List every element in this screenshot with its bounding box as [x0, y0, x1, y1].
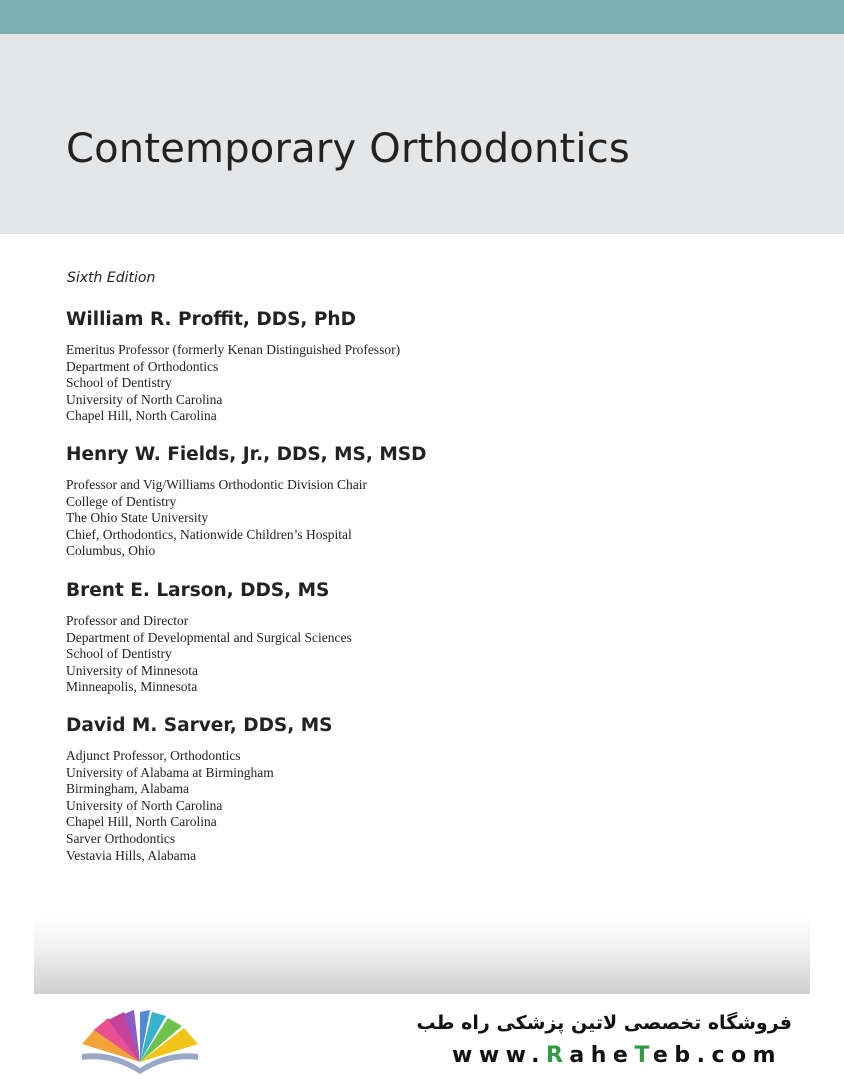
author-affiliation	[66, 342, 400, 425]
store-name: فروشگاه تخصصی لاتین پزشکی راه طب	[416, 1012, 792, 1034]
affiliation-line: Vestavia Hills, Alabama	[66, 847, 197, 863]
store-url-link[interactable]	[452, 1043, 782, 1068]
affiliation-line: Sarver Orthodontics	[66, 830, 176, 846]
url-part-accent: T	[634, 1043, 653, 1068]
affiliation-line: University of North Carolina	[66, 391, 223, 407]
book-title: Contemporary Orthodontics	[66, 126, 630, 172]
author-affiliation	[66, 477, 426, 560]
affiliation-line: Minneapolis, Minnesota	[66, 679, 198, 695]
url-part: eb.com	[652, 1043, 783, 1068]
author-name: Henry W. Fields, Jr., DDS, MS, MSD	[66, 444, 427, 465]
affiliation-line: University of Minnesota	[66, 662, 198, 678]
affiliation-line: School of Dentistry	[66, 646, 172, 662]
affiliation-line: Birmingham, Alabama	[66, 781, 189, 797]
author-name: Brent E. Larson, DDS, MS	[66, 580, 330, 601]
affiliation-line: University of North Carolina	[66, 797, 223, 813]
edition-label: Sixth Edition	[67, 270, 156, 286]
affiliation-line: Professor and Director	[66, 613, 189, 628]
affiliation-line: Emeritus Professor (formerly Kenan Distinguished Professor)	[66, 342, 401, 357]
author-block	[66, 444, 426, 560]
affiliation-line: Columbus, Ohio	[66, 543, 156, 559]
affiliation-line: Chapel Hill, North Carolina	[66, 408, 217, 424]
affiliation-line: Chapel Hill, North Carolina	[66, 814, 217, 830]
affiliation-line: School of Dentistry	[66, 375, 172, 391]
author-affiliation	[66, 613, 352, 696]
footer-shadow	[34, 918, 810, 994]
author-name: William R. Proffit, DDS, PhD	[66, 309, 356, 330]
author-block	[66, 715, 332, 864]
author-name: David M. Sarver, DDS, MS	[66, 715, 333, 736]
author-block	[66, 580, 352, 696]
affiliation-line: College of Dentistry	[66, 493, 177, 509]
affiliation-line: University of Alabama at Birmingham	[66, 764, 274, 780]
affiliation-line: Professor and Vig/Williams Orthodontic Division Chair	[66, 477, 367, 492]
affiliation-line: The Ohio State University	[66, 510, 209, 526]
top-color-band	[0, 0, 844, 34]
affiliation-line: Chief, Orthodontics, Nationwide Children’s Hospital	[66, 526, 352, 542]
open-book-logo-icon	[78, 1010, 202, 1076]
affiliation-line: Department of Developmental and Surgical Sciences	[66, 629, 352, 645]
author-block	[66, 309, 400, 425]
url-part: www.	[452, 1043, 546, 1068]
affiliation-line: Department of Orthodontics	[66, 358, 219, 374]
url-part-accent: R	[545, 1043, 570, 1068]
affiliation-line: Adjunct Professor, Orthodontics	[66, 748, 241, 763]
url-part: ahe	[569, 1043, 635, 1068]
author-affiliation	[66, 748, 332, 864]
